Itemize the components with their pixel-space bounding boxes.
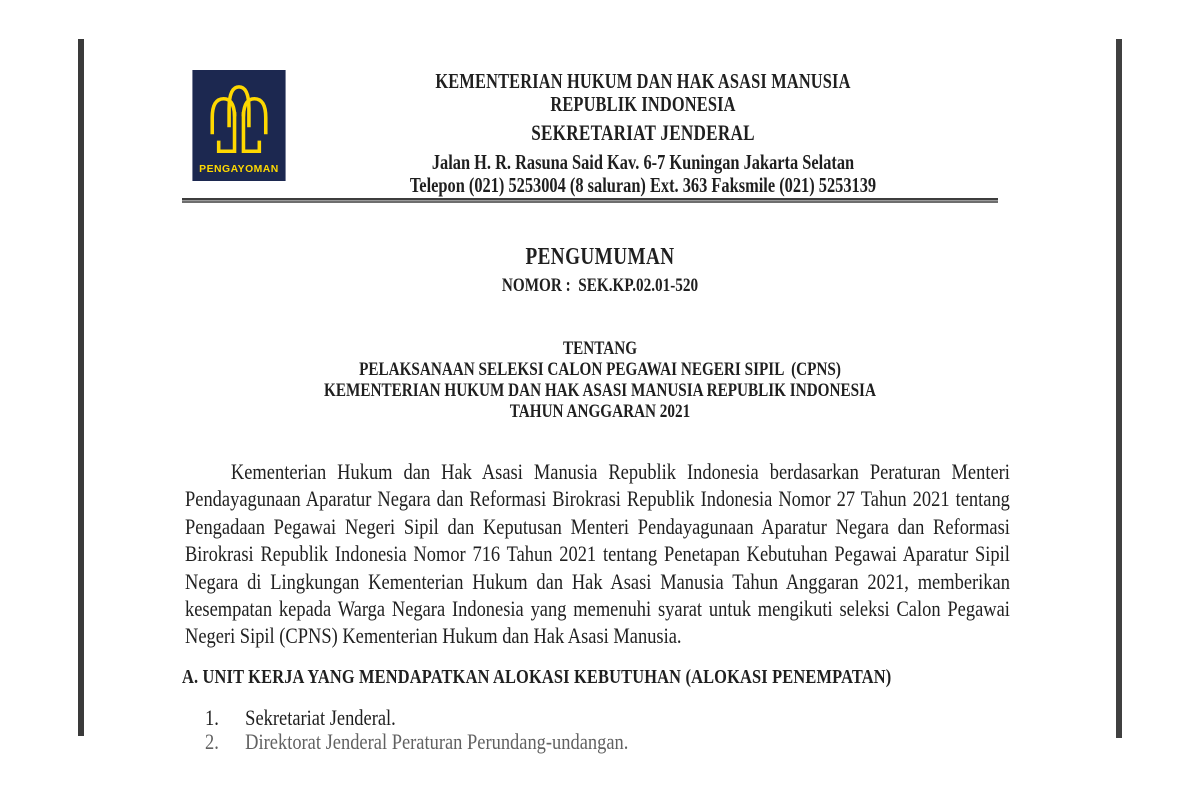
announcement-heading: PENGUMUMAN — [525, 244, 675, 270]
logo-label: PENGAYOMAN — [199, 164, 279, 176]
announcement-title-block — [268, 243, 932, 298]
list-item-number: 2. — [205, 729, 219, 754]
list-item — [205, 705, 396, 731]
list-item — [205, 729, 730, 755]
subject-line2: PELAKSANAAN SELEKSI CALON PEGAWAI NEGERI SIPIL (CPNS) — [359, 359, 841, 380]
letterhead-rule — [182, 198, 998, 203]
address-line: Jalan H. R. Rasuna Said Kav. 6-7 Kuningan Jakarta Selatan — [431, 150, 855, 174]
list-item-clipped-wrapper — [205, 729, 845, 754]
unit-name: SEKRETARIAT JENDERAL — [531, 120, 755, 145]
list-item-text: Sekretariat Jenderal. — [245, 705, 396, 730]
page-right-edge — [1116, 39, 1122, 738]
ministry-logo — [192, 70, 286, 181]
announcement-number: NOMOR : SEK.KP.02.01-520 — [501, 275, 699, 296]
subject-line1: TENTANG — [562, 338, 638, 359]
page-left-edge — [78, 39, 84, 736]
subject-block — [268, 338, 932, 422]
phone-line: Telepon (021) 5253004 (8 saluran) Ext. 363 Faksmile (021) 5253139 — [409, 173, 877, 197]
list-item-text: Direktorat Jenderal Peraturan Perundang-undangan. — [245, 729, 629, 754]
opening-paragraph: Kementerian Hukum dan Hak Asasi Manusia Republik Indonesia berdasarkan Peraturan Menteri Pendayagunaan Aparatur Negara dan Reformasi Birokrasi Republik Indonesia Nomor 27 Tahun 2021 tentang Pengadaan Pegawai Negeri Sipil dan Keputusan Menteri Pendayagunaan Aparatur Negara dan Reformasi Birokrasi Republik Indonesia Nomor 716 Tahun 2021 tentang Penetapan Kebutuhan Pegawai Aparatur Sipil Negara di Lingkungan Kementerian Hukum dan Hak Asasi Manusia Tahun Anggaran 2021, memberikan kesempatan kepada Warga Negara Indonesia yang memenuhi syarat untuk mengikuti seleksi Calon Pegawai Negeri Sipil (CPNS) Kementerian Hukum dan Hak Asasi Manusia. — [185, 459, 1010, 649]
ministry-name-line1: KEMENTERIAN HUKUM DAN HAK ASASI MANUSIA — [435, 69, 851, 93]
subject-line3: KEMENTERIAN HUKUM DAN HAK ASASI MANUSIA REPUBLIK INDONESIA — [324, 380, 876, 401]
pengayoman-emblem-icon — [192, 70, 286, 181]
list-item-number: 1. — [205, 705, 219, 730]
letterhead — [365, 70, 922, 197]
subject-line4: TAHUN ANGGARAN 2021 — [509, 401, 691, 422]
ministry-name-line2: REPUBLIK INDONESIA — [550, 92, 736, 116]
section-a-heading: A. UNIT KERJA YANG MENDAPATKAN ALOKASI KEBUTUHAN (ALOKASI PENEMPATAN) — [182, 666, 892, 688]
